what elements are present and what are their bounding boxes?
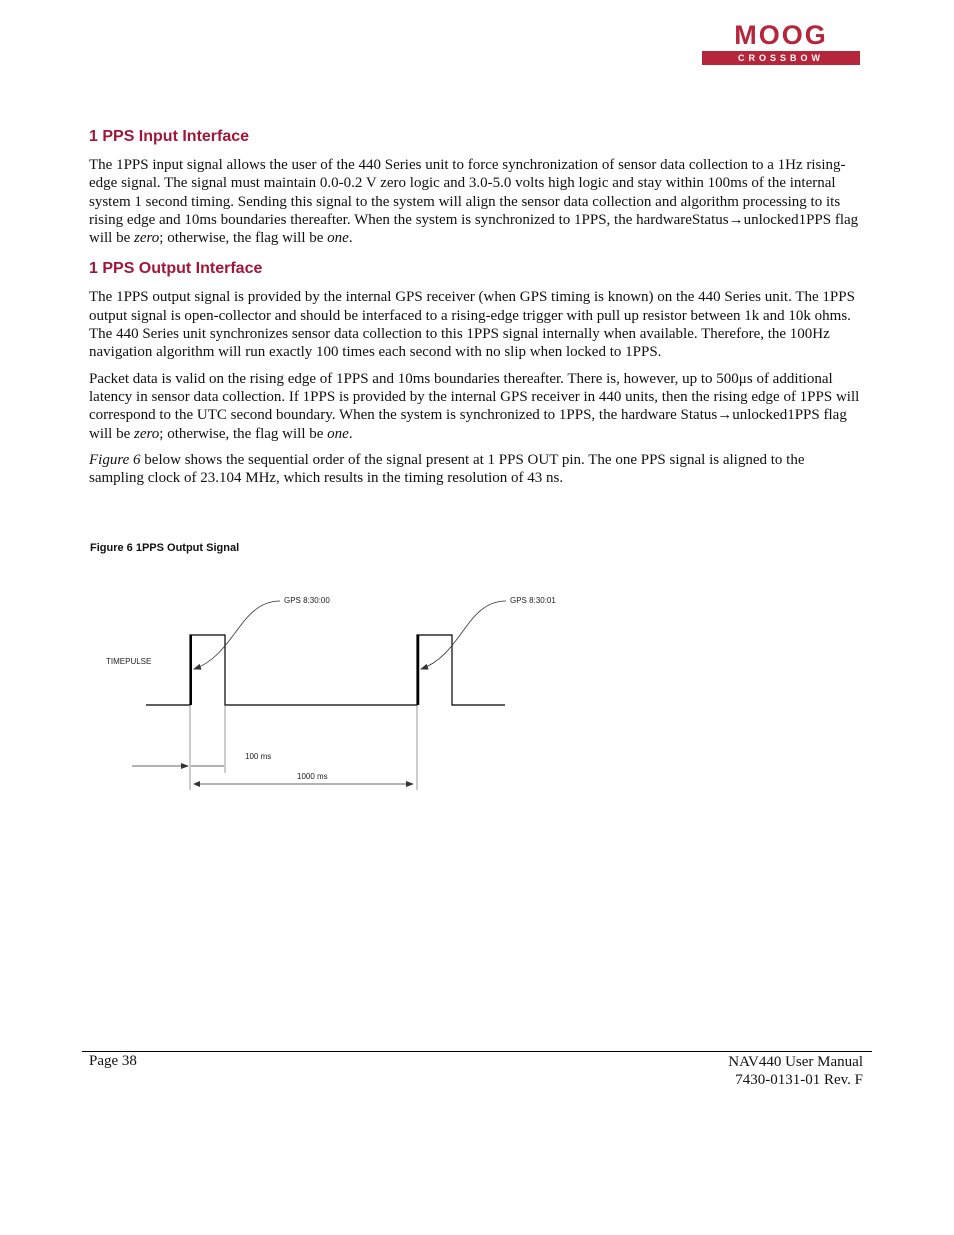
period-label: 1000 ms: [297, 772, 328, 781]
manual-title: NAV440 User Manual: [728, 1054, 863, 1070]
logo-main-text: MOOG: [734, 20, 828, 50]
paragraph-pps-output-1: The 1PPS output signal is provided by the internal GPS receiver (when GPS timing is known) on the 440 Series unit. The 1PPS output signal is open-collector and should be interfaced to a rising-edge trigger with pull up resistor between 1k and 10k ohms. The 440 Series unit synchronizes sensor data collection to this 1PPS signal internally when available. Therefore, the 100Hz navigation algorithm will run exactly 100 times each second with no slip when locked to 1PPS.: [89, 289, 855, 361]
footer-doc-info: [728, 1053, 863, 1089]
heading-pps-output: 1 PPS Output Interface: [89, 260, 263, 278]
logo-sub-text: CROSSBOW: [702, 51, 860, 65]
figure-reference-link[interactable]: Figure 6: [89, 451, 141, 468]
pulse-width-label: 100 ms: [245, 752, 272, 761]
period-arrow-tail: [193, 781, 200, 787]
arrow-glyph: →: [728, 211, 744, 228]
gps-label-2: GPS 8:30:01: [510, 596, 556, 605]
arrow-glyph: →: [717, 407, 733, 424]
figure-caption: Figure 6 1PPS Output Signal: [90, 542, 240, 554]
paragraph-pps-input: The 1PPS input signal allows the user of the 440 Series unit to force synchronization of sensor data collection to a 1Hz rising-edge signal. The signal must maintain 0.0-0.2 V zero logic and 3.0-5.0 volts high logic and stay within 100ms of the internal system 1 second timing. Sending this signal to the system will align the sensor data collection and algorithm processing to its rising edge and 10ms boundaries thereafter. When the system is synchronized to 1PPS, the hardwareStatus→unlocked1PPS flag will be zero; otherwise, the flag will be one.: [89, 157, 859, 247]
timepulse-label: TIMEPULSE: [106, 657, 152, 666]
page-body: [89, 128, 861, 487]
page-number: Page 38: [89, 1053, 137, 1069]
footer-divider: [82, 1051, 872, 1052]
heading-pps-input: 1 PPS Input Interface: [89, 128, 250, 145]
gps-label-1: GPS 8:30:00: [284, 596, 330, 605]
pps-timing-diagram: [100, 585, 580, 800]
paragraph-pps-output-3: Figure 6 below shows the sequential order of the signal present at 1 PPS OUT pin. The one PPS signal is aligned to the sampling clock of 23.104 MHz, which results in the timing resolution of 43 ns.: [89, 451, 805, 487]
timepulse-waveform: [146, 635, 505, 705]
paragraph-pps-output-2: Packet data is valid on the rising edge of 1PPS and 10ms boundaries thereafter. There is, however, up to 500μs of additional latency in sensor data collection. If 1PPS is provided by the internal GPS receiver in 440 units, then the rising edge of 1PPS will correspond to the UTC second boundary. When the system is synchronized to 1PPS, the hardware Status→unlocked1PPS flag will be zero; otherwise, the flag will be one.: [89, 370, 860, 442]
moog-crossbow-logo: [702, 22, 860, 68]
document-number: 7430-0131-01 Rev. F: [735, 1072, 863, 1088]
